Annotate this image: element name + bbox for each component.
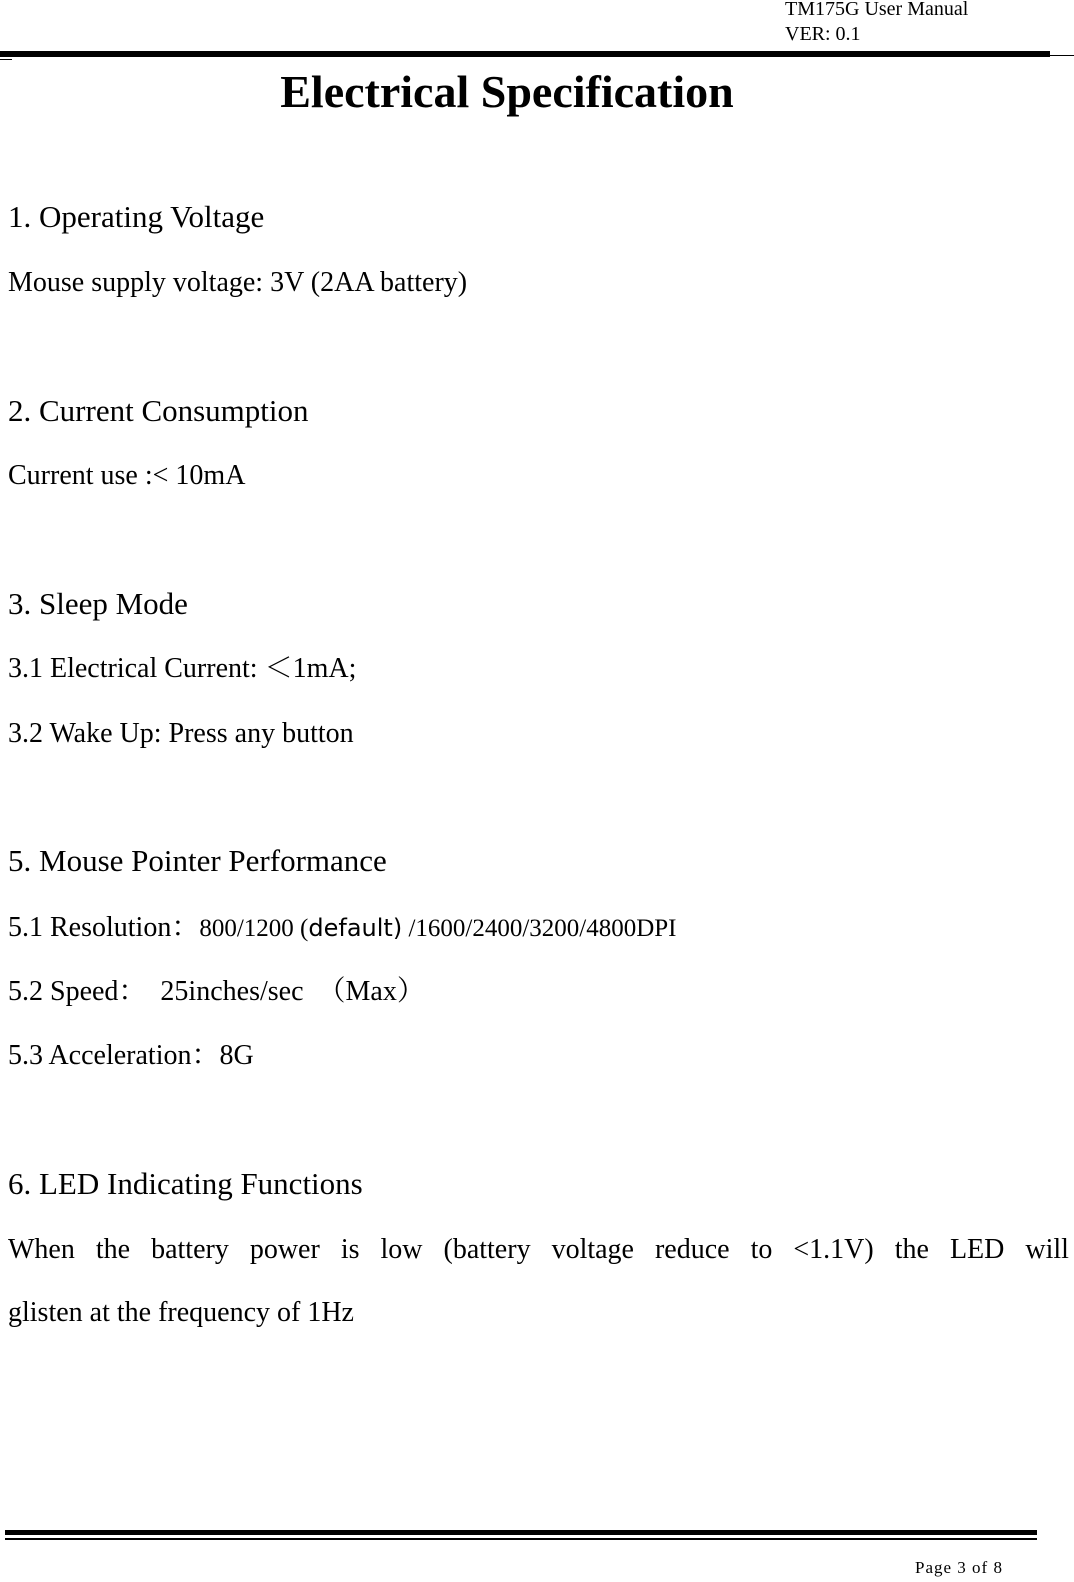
- sleep-wake-up: 3.2 Wake Up: Press any button: [8, 718, 354, 749]
- pointer-speed: 5.2 Speed： 25inches/sec （Max）: [8, 976, 425, 1007]
- resolution-default: default): [308, 914, 403, 942]
- led-word: voltage: [551, 1234, 634, 1265]
- led-word: battery: [151, 1234, 229, 1265]
- led-word: is: [340, 1234, 360, 1265]
- led-word: power: [249, 1234, 320, 1265]
- led-word: to: [750, 1234, 773, 1265]
- footer-rule-thin: [5, 1538, 1037, 1540]
- led-word: <1.1V): [793, 1234, 874, 1265]
- section-operating-voltage-heading: 1. Operating Voltage: [8, 199, 265, 234]
- header-manual-title: TM175G User Manual: [785, 0, 969, 20]
- page-number: Page 3 of 8: [915, 1558, 1003, 1577]
- led-word: When: [8, 1234, 75, 1265]
- section-sleep-mode-heading: 3. Sleep Mode: [8, 586, 188, 621]
- led-word: will: [1025, 1234, 1069, 1265]
- resolution-label: 5.1 Resolution：: [8, 912, 200, 943]
- section-current-consumption-text: Current use :< 10mA: [8, 460, 246, 491]
- pointer-resolution: [8, 910, 677, 947]
- pointer-acceleration: 5.3 Acceleration：8G: [8, 1040, 254, 1071]
- page-title: Electrical Specification: [280, 66, 734, 117]
- section-pointer-performance-heading: 5. Mouse Pointer Performance: [8, 843, 387, 878]
- led-word: low: [380, 1234, 423, 1265]
- header-rule-thin: [1050, 55, 1074, 56]
- led-description-line1: [8, 1232, 1069, 1268]
- led-word: reduce: [654, 1234, 730, 1265]
- section-operating-voltage-text: Mouse supply voltage: 3V (2AA battery): [8, 267, 468, 298]
- header-rule-thin-left: [0, 59, 12, 60]
- resolution-values-a: 800/1200 (: [199, 915, 309, 942]
- header-rule: [0, 51, 1050, 57]
- led-word: the: [95, 1234, 131, 1265]
- led-word: the: [894, 1234, 929, 1265]
- footer-rule: [5, 1530, 1037, 1535]
- led-description-line2: glisten at the frequency of 1Hz: [8, 1297, 354, 1328]
- header-version: VER: 0.1: [785, 23, 861, 45]
- led-word: (battery: [443, 1234, 531, 1265]
- section-led-heading: 6. LED Indicating Functions: [8, 1166, 363, 1201]
- section-current-consumption-heading: 2. Current Consumption: [8, 393, 309, 428]
- led-word: LED: [949, 1234, 1005, 1265]
- resolution-values-b: /1600/2400/3200/4800DPI: [402, 915, 677, 942]
- sleep-electrical-current: 3.1 Electrical Current: ＜1mA;: [8, 653, 357, 684]
